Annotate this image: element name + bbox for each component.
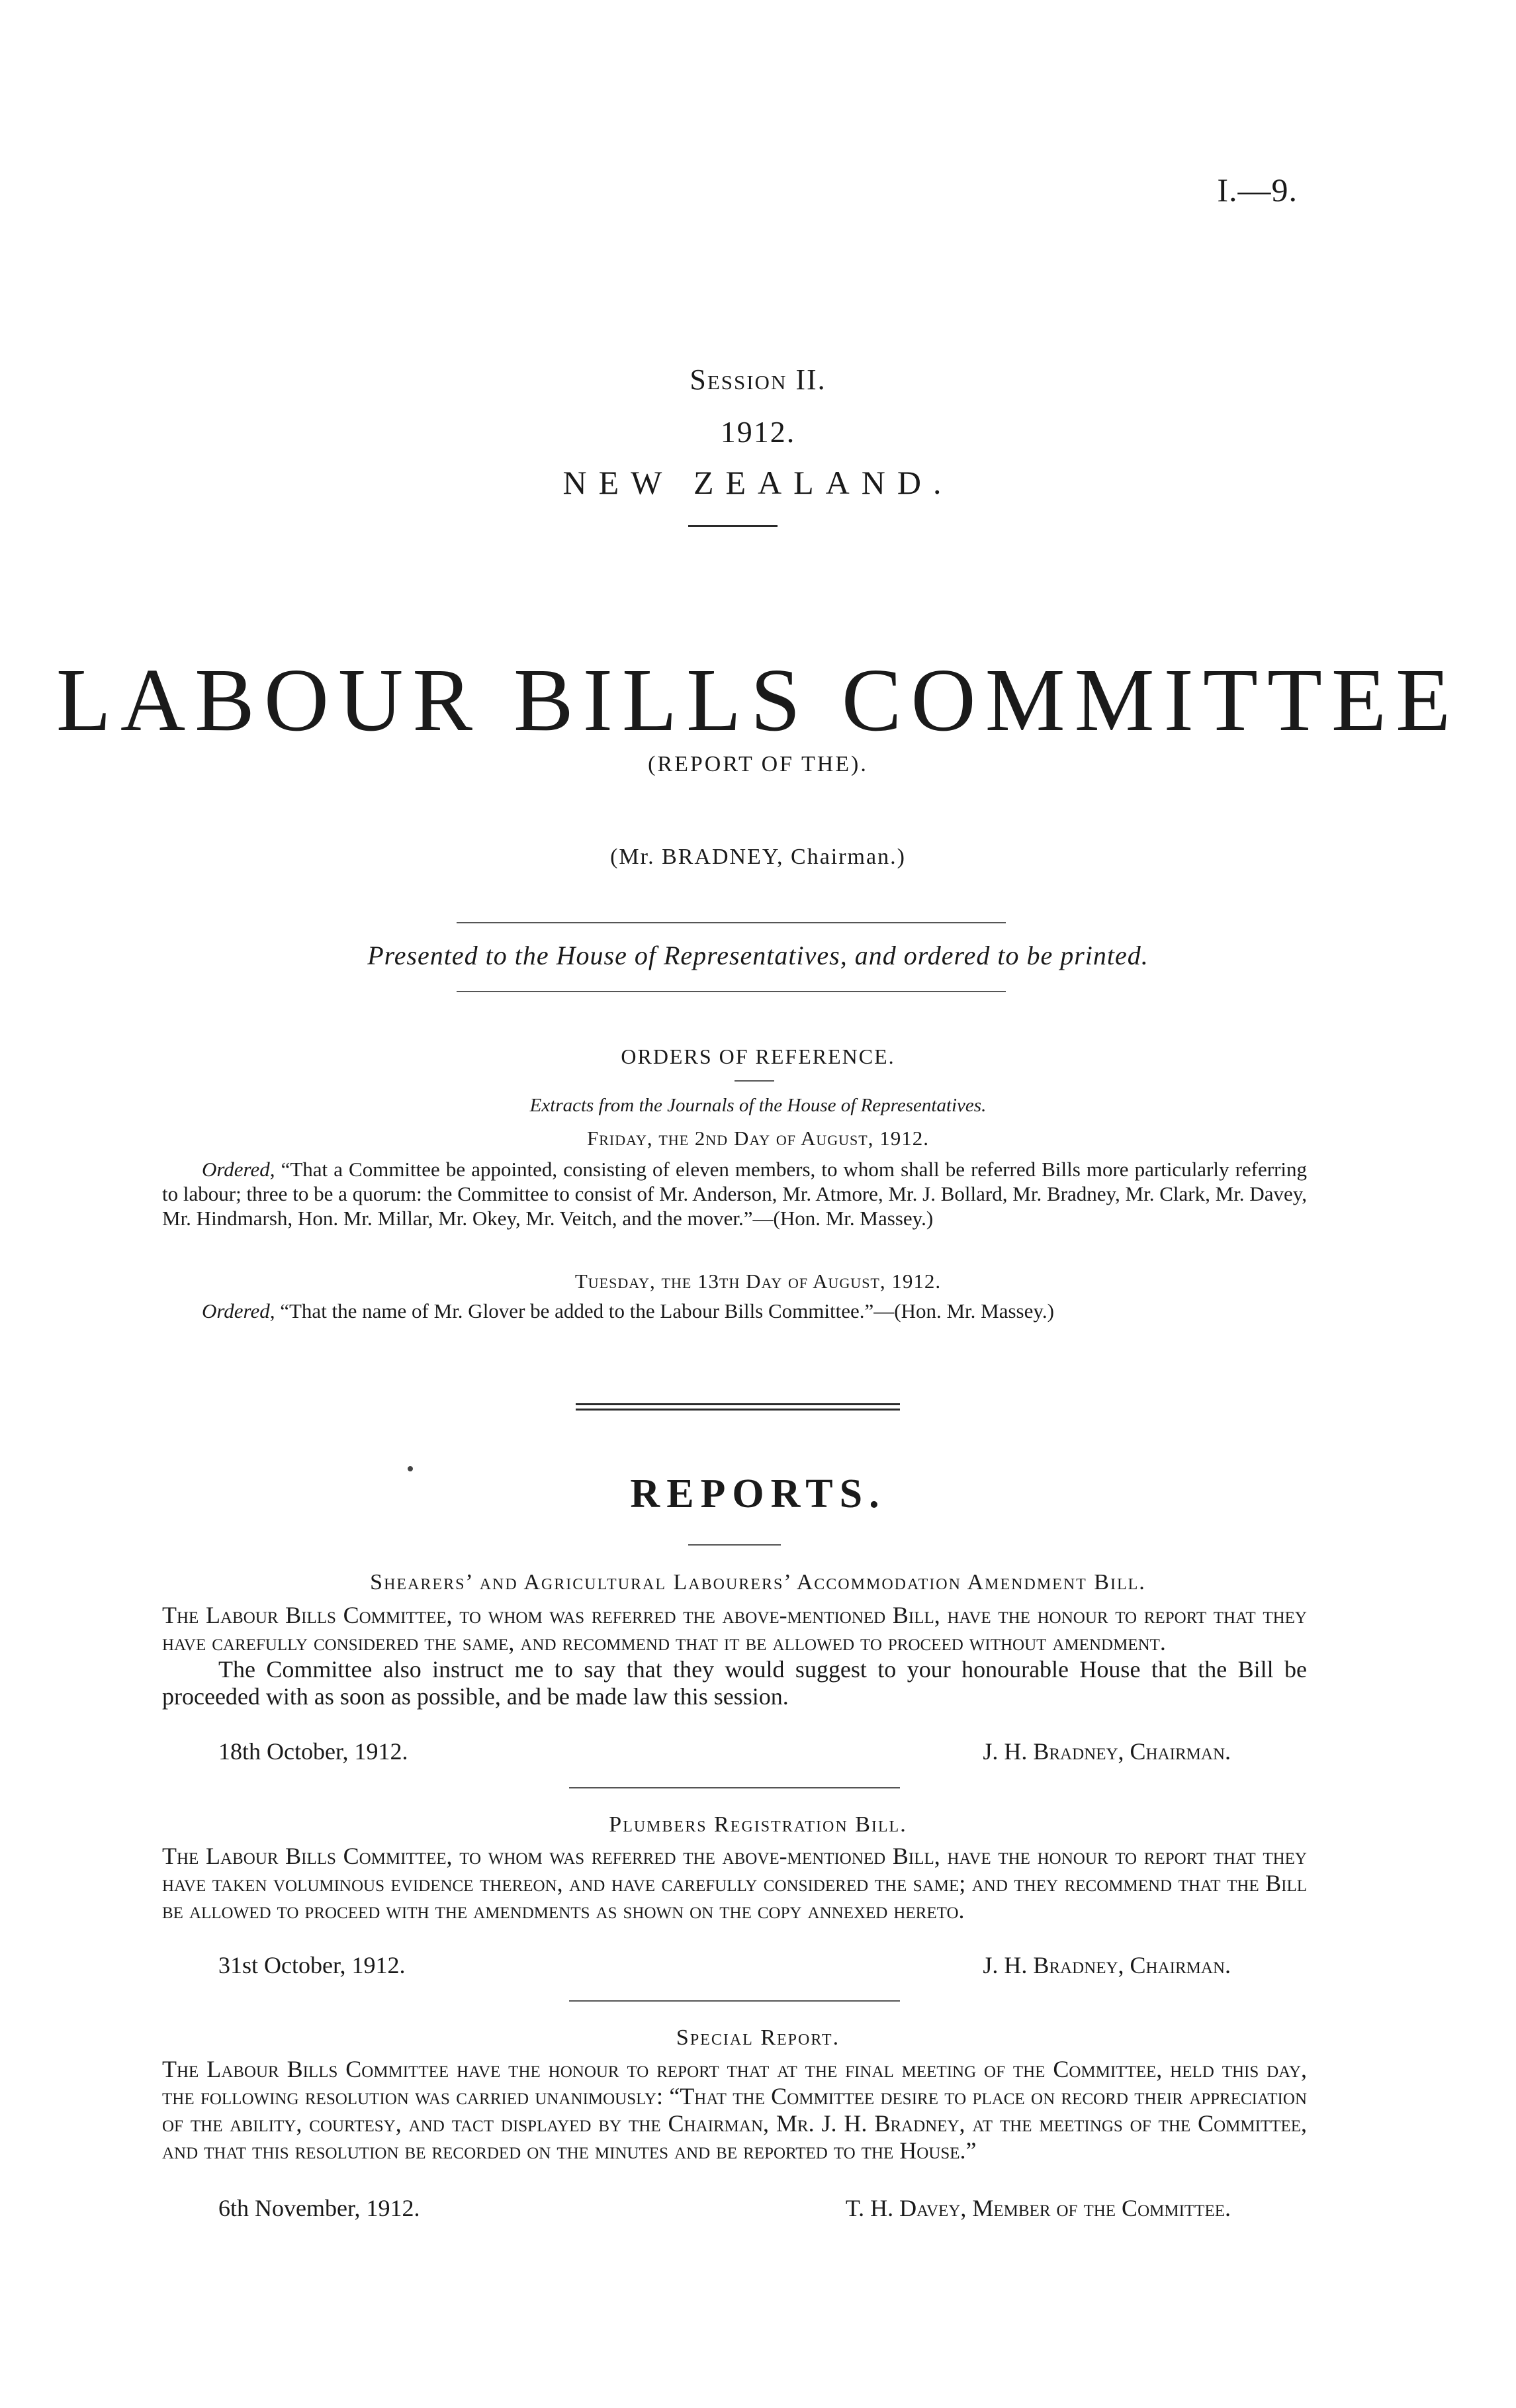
report-paragraph: The Committee also instruct me to say that they would suggest to your honourable House that the Bill be proceeded with as soon as possible, and be made law this session. [162, 1656, 1307, 1710]
year-label: 1912. [720, 415, 796, 449]
report-body [162, 2056, 1307, 2164]
chairman-line: (Mr. BRADNEY, Chairman.) [610, 845, 906, 869]
report-paragraph: The Labour Bills Committee have the honour to report that at the final meeting of the Committee, held this day, the following resolution was carried unanimously: “That the Committee desire to place on record their appreciation of the ability, courtesy, and tact displayed by the Chairman, Mr. J. H. Bradney, at the meetings of the Committee, and that this resolution be recorded on the minutes and be reported to the House.” [162, 2056, 1307, 2164]
report-body [162, 1602, 1307, 1710]
country-label: NEW ZEALAND. [562, 464, 954, 501]
divider [569, 1787, 900, 1788]
report-date: 6th November, 1912. [218, 2195, 420, 2221]
divider [688, 525, 778, 527]
divider [457, 922, 1006, 923]
report-signature: T. H. Davey, Member of the Committee. [845, 2195, 1231, 2221]
report-date: 31st October, 1912. [218, 1952, 406, 1978]
divider [688, 1544, 781, 1546]
double-divider-bottom [576, 1409, 900, 1411]
order-text: “That the name of Mr. Glover be added to the Labour Bills Committee.”—(Hon. Mr. Massey.) [280, 1299, 1054, 1322]
report-body [162, 1843, 1307, 1924]
report-signoff [218, 2194, 1231, 2222]
order-date: Tuesday, the 13th Day of August, 1912. [574, 1270, 942, 1293]
report-paragraph: The Labour Bills Committee, to whom was referred the above-mentioned Bill, have the honour to report that they have taken voluminous evidence thereon, and have carefully considered the same; and they recommend that the Bill be allowed to proceed with the amendments as shown on the copy annexed hereto. [162, 1843, 1307, 1923]
reports-title: REPORTS. [630, 1471, 886, 1516]
order-entry [162, 1157, 1307, 1230]
page-title: LABOUR BILLS COMMITTEE [56, 651, 1460, 750]
order-label: Ordered, [202, 1299, 275, 1322]
order-entry [162, 1299, 1307, 1323]
session-label: Session II. [690, 363, 826, 396]
report-date: 18th October, 1912. [218, 1738, 408, 1765]
report-paragraph: The Labour Bills Committee, to whom was referred the above-mentioned Bill, have the honour to report that they have carefully considered the same, and recommend that it be allowed to proceed without amendment. [162, 1602, 1307, 1655]
page-subtitle: (REPORT OF THE). [648, 752, 868, 776]
document-number: I.—9. [1217, 171, 1298, 208]
order-date: Friday, the 2nd Day of August, 1912. [587, 1127, 929, 1150]
report-signoff [218, 1737, 1231, 1765]
report-heading: Plumbers Registration Bill. [609, 1812, 907, 1837]
divider [569, 2000, 900, 2002]
report-signature: J. H. Bradney, Chairman. [983, 1952, 1231, 1978]
extracts-line: Extracts from the Journals of the House of Representatives. [529, 1095, 987, 1116]
report-signoff [218, 1951, 1231, 1979]
report-heading: Special Report. [676, 2025, 840, 2050]
double-divider-top [576, 1403, 900, 1405]
divider [735, 1080, 774, 1082]
orders-heading: ORDERS OF REFERENCE. [621, 1044, 895, 1068]
report-heading: Shearers’ and Agricultural Labourers’ Accommodation Amendment Bill. [370, 1570, 1146, 1595]
presented-line: Presented to the House of Representatives, and ordered to be printed. [367, 941, 1149, 970]
divider [457, 991, 1006, 992]
report-signature: J. H. Bradney, Chairman. [983, 1738, 1231, 1765]
order-label: Ordered, [202, 1158, 275, 1181]
order-text: “That a Committee be appointed, consisting of eleven members, to whom shall be referred Bills more particularly referring to labour; three to be a quorum: the Committee to consist of Mr. Anderson, Mr. Atmore, Mr. J. Bollard, Mr. Bradney, Mr. Clark, Mr. Davey, Mr. Hindmarsh, Hon. Mr. Millar, Mr. Okey, Mr. Veitch, and the mover.”—(Hon. Mr. Massey.) [162, 1158, 1307, 1230]
